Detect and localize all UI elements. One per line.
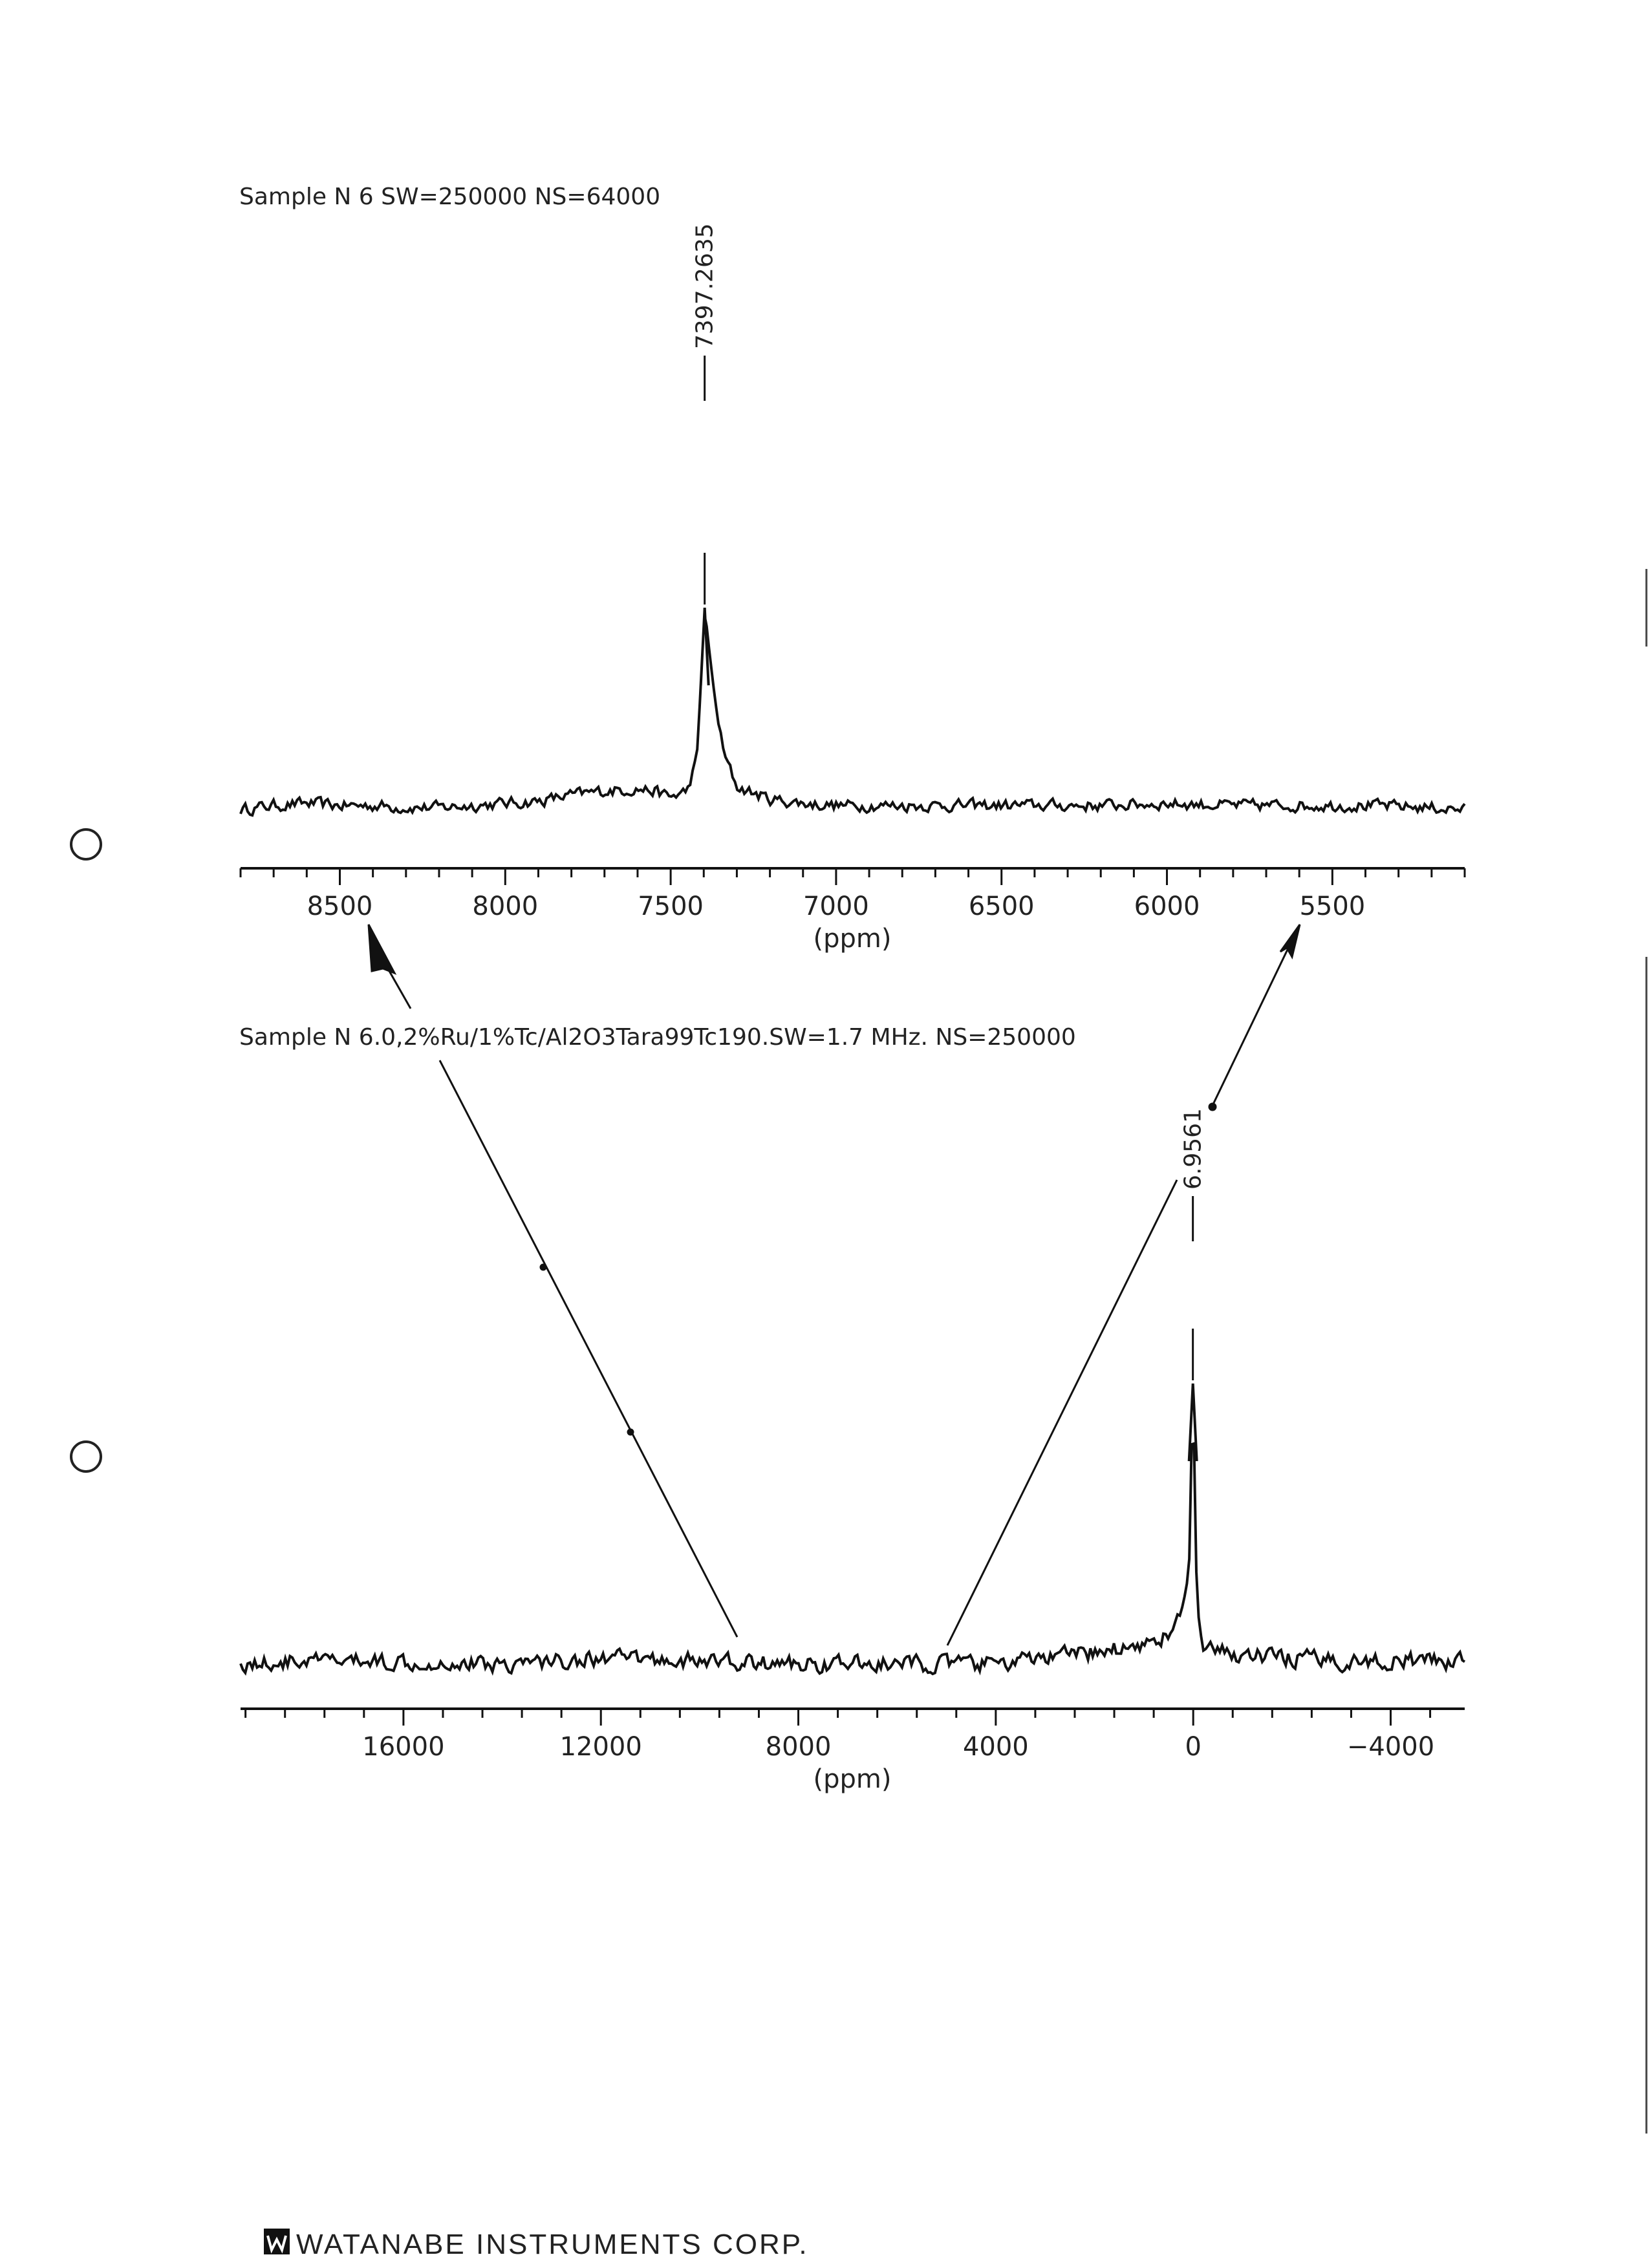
x-tick-label: 12000 bbox=[559, 1732, 642, 1762]
footer-logo bbox=[264, 2229, 290, 2254]
peak-value-label: 6.9561 bbox=[1180, 1108, 1207, 1190]
bottom-x-axis bbox=[241, 1709, 1465, 1762]
x-tick-label: 16000 bbox=[362, 1732, 445, 1762]
binder-hole-lower bbox=[71, 1442, 101, 1471]
right-callout-arrowhead bbox=[1280, 925, 1300, 957]
top-x-axis bbox=[241, 868, 1465, 921]
bottom-spectrum-trace bbox=[241, 1384, 1465, 1674]
callout-dot bbox=[1209, 1104, 1216, 1110]
x-tick-label: 8500 bbox=[307, 892, 373, 921]
left-callout-arrowhead bbox=[369, 925, 394, 973]
right-callout-line-upper bbox=[1212, 937, 1293, 1106]
x-tick-label: −4000 bbox=[1346, 1732, 1435, 1762]
x-tick-label: 8000 bbox=[765, 1732, 832, 1762]
bottom-peak-marker bbox=[1180, 1108, 1207, 1380]
top-spectrum-trace bbox=[241, 608, 1465, 815]
bottom-x-axis-label: (ppm) bbox=[813, 1764, 892, 1794]
x-tick-label: 5500 bbox=[1299, 892, 1366, 921]
x-tick-label: 6500 bbox=[968, 892, 1035, 921]
peak-value-label: 7397.2635 bbox=[691, 223, 718, 349]
top-peak-marker bbox=[692, 223, 718, 604]
top-spectrum-title: Sample N 6 SW=250000 NS=64000 bbox=[239, 184, 661, 210]
x-tick-label: 8000 bbox=[472, 892, 539, 921]
x-tick-label: 0 bbox=[1185, 1732, 1202, 1762]
top-x-axis-label: (ppm) bbox=[813, 924, 892, 954]
bottom-spectrum-title: Sample N 6.0,2%Ru/1%Tc/Al2O3Tara99Tc190.SW=1.7 MHz. NS=250000 bbox=[239, 1024, 1076, 1051]
callout-dot bbox=[541, 1265, 546, 1270]
binder-hole-upper bbox=[71, 829, 101, 859]
x-tick-label: 6000 bbox=[1134, 892, 1200, 921]
left-callout-line-upper bbox=[387, 967, 411, 1009]
left-callout-line bbox=[440, 1060, 737, 1637]
callout-dot bbox=[628, 1429, 633, 1435]
x-tick-label: 4000 bbox=[962, 1732, 1029, 1762]
x-tick-label: 7500 bbox=[638, 892, 704, 921]
x-tick-label: 7000 bbox=[803, 892, 869, 921]
right-callout-line bbox=[947, 1180, 1177, 1645]
footer-company-name: WATANABE INSTRUMENTS CORP. bbox=[296, 2229, 809, 2260]
